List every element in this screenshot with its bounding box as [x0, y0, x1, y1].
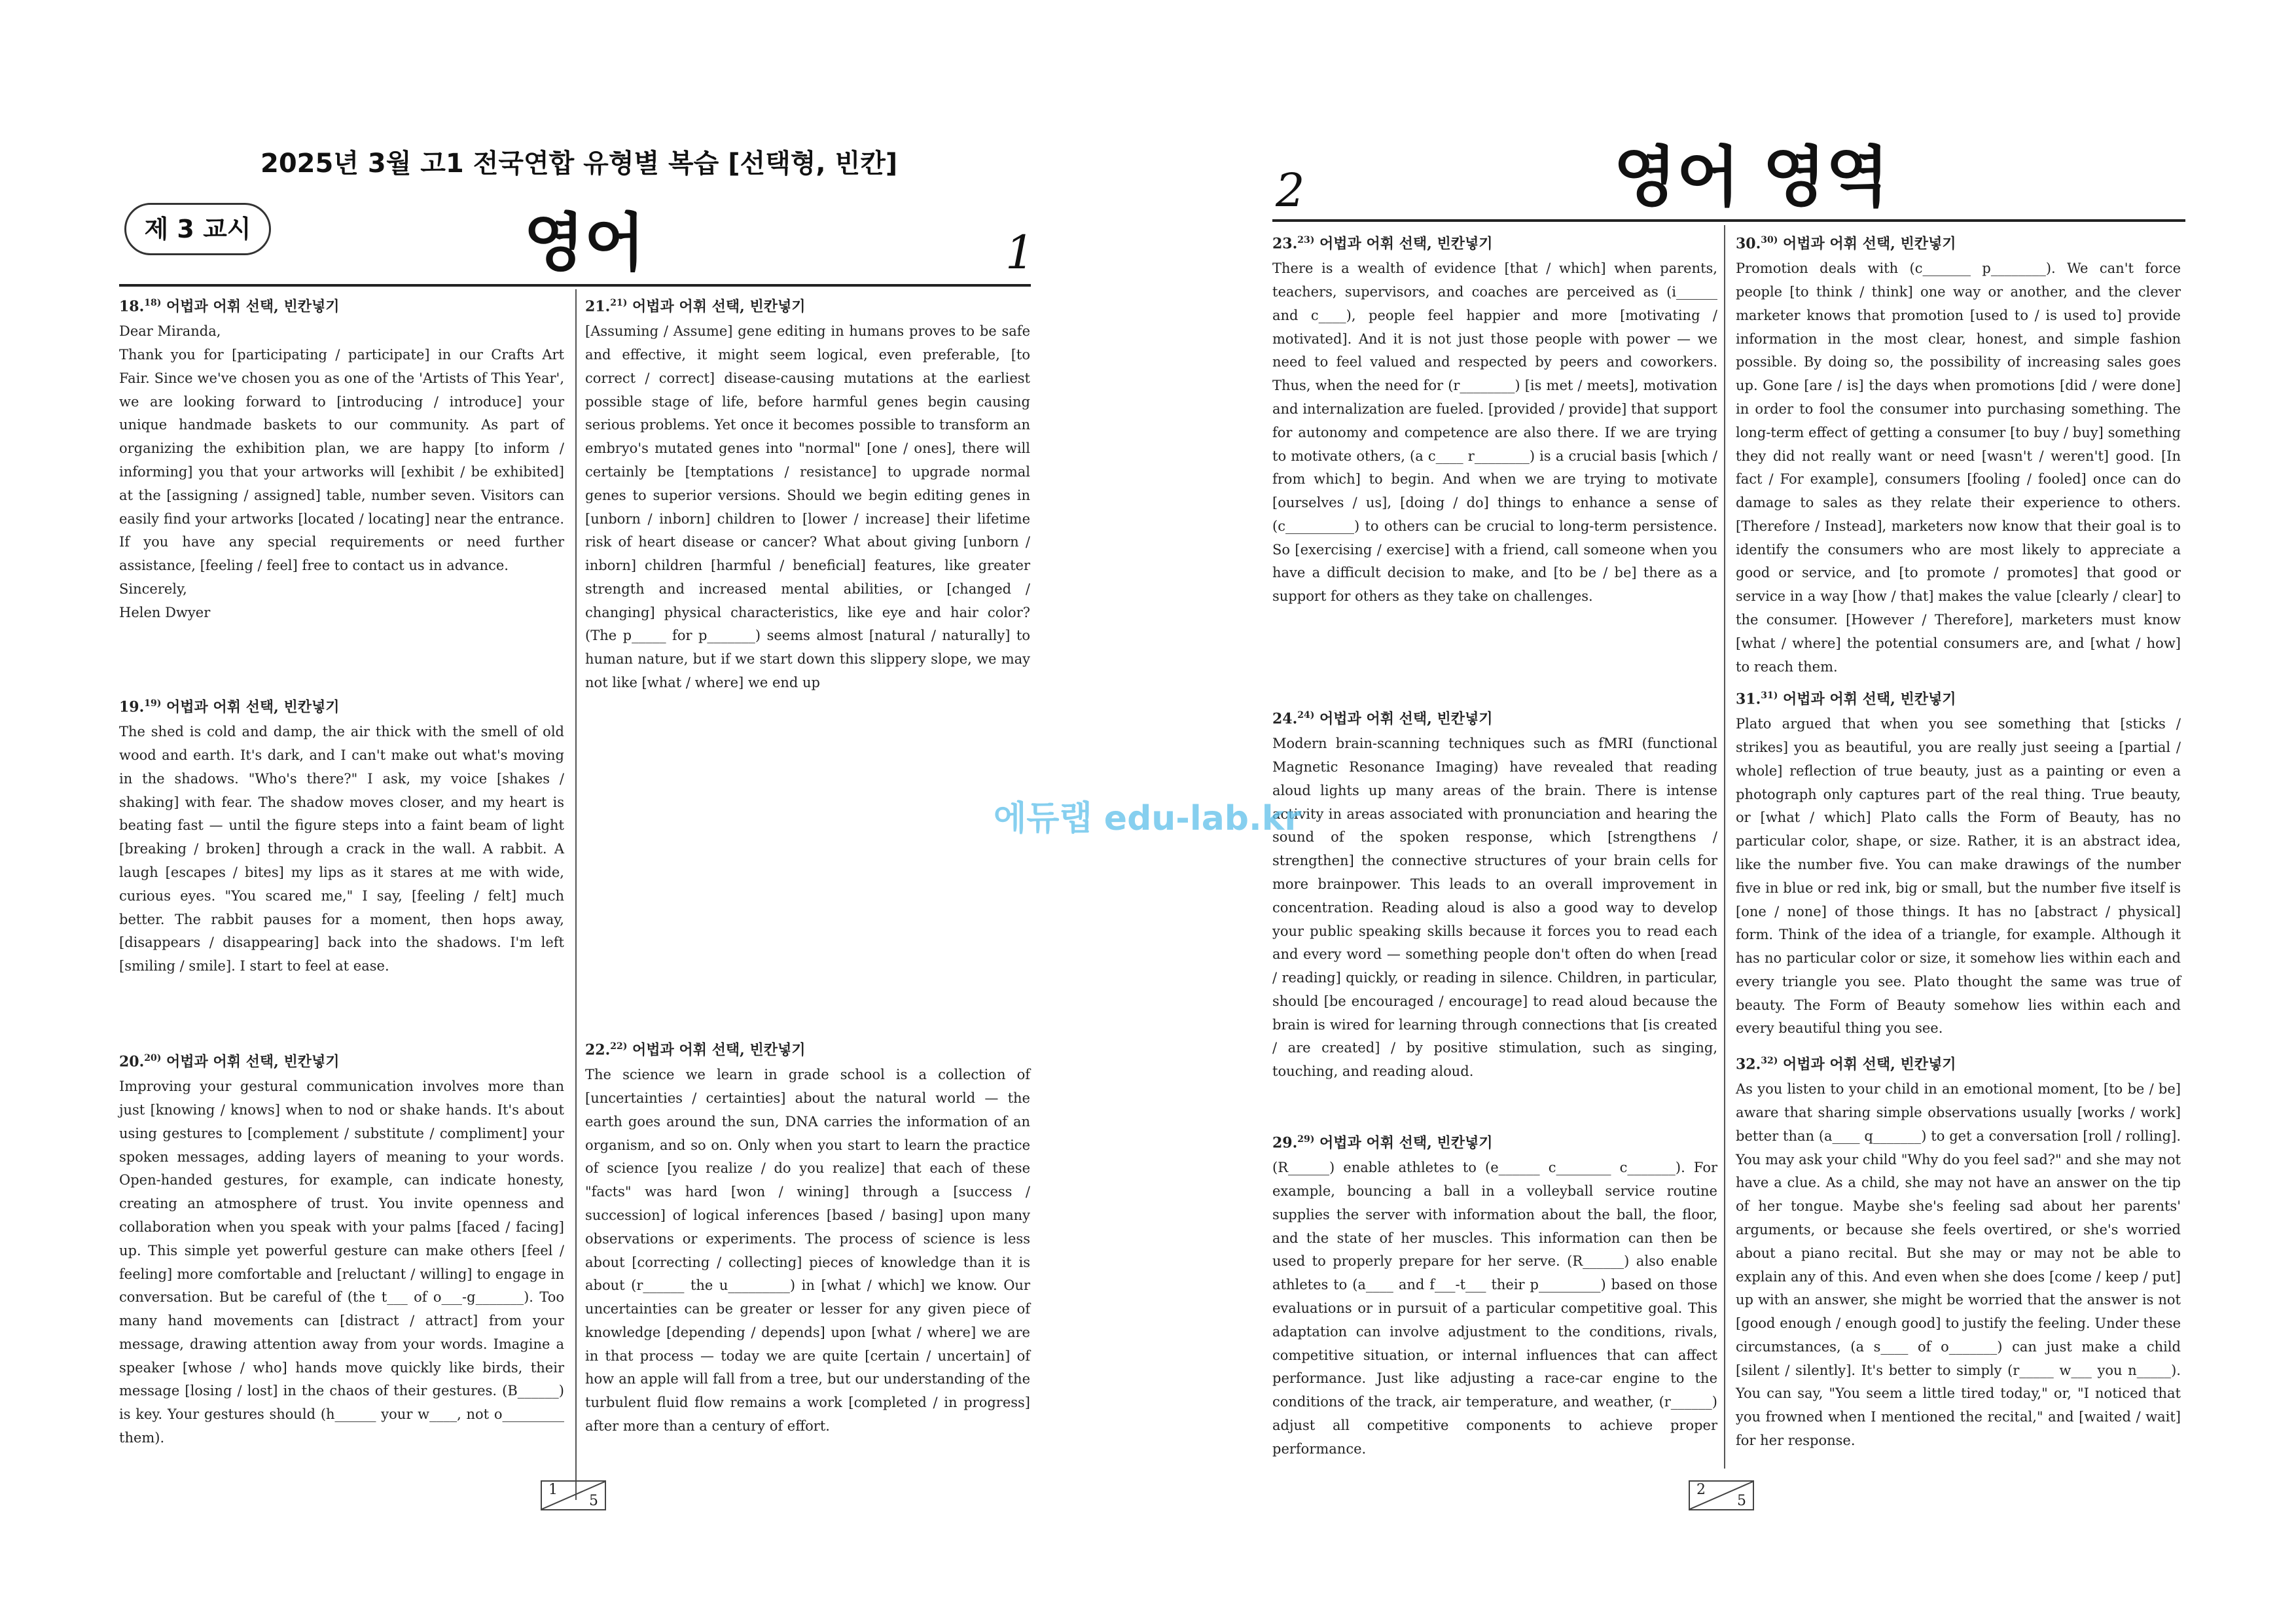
question-body: [Assuming / Assume] gene editing in humans proves to be safe and effective, it might seem logical, even preferable, [to correct / correct] disease-causing mutations at the earliest possible stage of life, before harmful genes begin causing serious problems. Yet once it becomes possible to transform an embryo's mutated genes into "normal" [one / ones], there will certainly be [temptations / resistance] to upgrade normal genes to superior versions. Should we begin editing genes in [unborn / inborn] children to [lower / increase] their lifetime risk of heart disease or cancer? What about giving [unborn / inborn] children [harmful / beneficial] features, like greater strength and increased mental abilities, or [changed / changing] physical characteristics, like eye and hair color? (The p_____ for p_______) seems almost [natural / naturally] to human nature, but if we start down this slippery slope, we may not like [what / where] we end up: [585, 323, 1030, 691]
question-body: The shed is cold and damp, the air thick with the smell of old wood and earth. It's dark, and I can't make out what's moving in the shadows. "Who's there?" I ask, my voice [shakes / shaking] with fear. The shadow moves closer, and my heart is beating fast — until the figure steps into a faint beam of light [breaking / broken] through a crack in the wall. A rabbit. A laugh [escapes / bites] my lips as it stares at me with wide, curious eyes. "You scared me," I say, [feeling / felt] much better. The rabbit pauses for a moment, then hops away, [disappears / disappearing] back into the shadows. I'm left [smiling / smile]. I start to feel at ease.: [119, 724, 564, 974]
question-body: (R______) enable athletes to (e______ c________ c_______). For example, bouncing a ball in a volleyball service routine supplies the server with information about the ball, the floor, and the state of her muscles. This information can then be used to properly prepare for her serve. (R______) also enable athletes to (a____ and f___-t___ their p_________) based on those evaluations or in pursuit of a particular competitive goal. This adaptation can involve adjustment to the conditions, rivals, competitive situation, or internal influences that can affect performance. Just like adjusting a race-car engine to the conditions of the track, air temperature, and weather, (r______) adjust all competitive components to achieve proper performance.: [1272, 1160, 1717, 1457]
question-body: Promotion deals with (c_______ p________). We can't force people [to think / think] one way or another, and the clever marketer knows that promotion [used to / is used to] provide information in the most clear, honest, and simple fashion possible. By doing so, the possibility of increasing sales goes up. Gone [are / is] the days when promotions [did / were done] in order to fool the consumer into purchasing something. The long-term effect of getting a consumer [to buy / buy] something they did not really want or need [wasn't / weren't] good. [In fact / For example], consumers [fooling / fooled] once can do damage to sales as they relate their experience to others. [Therefore / Instead], marketers now know that their goal is to identify the consumers who are most likely to appreciate a good or service, and [to promote / promotes] that good or service in a way [how / that] makes the value [clearly / clear] to the consumer. [However / Therefore], marketers must know [what / where] the potential consumers are, and [what / how] to reach them.: [1736, 260, 2181, 675]
question-22: [585, 1035, 1030, 1438]
question-title: 30.$^{30)}$ 어법과 어휘 선택, 빈칸넣기: [1736, 235, 1956, 253]
question-19: [119, 692, 564, 978]
question-body: Modern brain-scanning techniques such as fMRI (functional Magnetic Resonance Imaging) have revealed that reading aloud lights up many areas of the brain. There is intense activity in areas associated with pronunciation and hearing the sound of the spoken response, which [strengthens / strengthen] the connective structures of your brain cells for more brainpower. This leads to an overall improvement in concentration. Reading aloud is also a good way to develop your public speaking skills because it forces you to read each and every word — something people don't often do when [read / reading] quickly, or reading in silence. Children, in particular, should [be encouraged / encourage] to read aloud because the brain is wired for learning through connections that [is created / are created] / by positive stimulation, such as singing, touching, and reading aloud.: [1272, 736, 1717, 1080]
page-footer-box: [541, 1480, 606, 1510]
page-number: 1: [1005, 226, 1035, 279]
question-title: 18.$^{18)}$ 어법과 어휘 선택, 빈칸넣기: [119, 298, 340, 315]
question-18: [119, 292, 564, 624]
question-title: 23.$^{23)}$ 어법과 어휘 선택, 빈칸넣기: [1272, 235, 1493, 253]
question-30: [1736, 229, 2181, 679]
header-rule: [119, 284, 1031, 287]
footer-page-total: 5: [1737, 1493, 1746, 1509]
question-body: Improving your gestural communication involves more than just [knowing / knows] when to nod or shake hands. It's about using gestures to [complement / substitute / compliment] your spoken messages, adding layers of meaning to your words. Open-handed gestures, for example, can indicate honesty, creating an atmosphere of trust. You invite openness and collaboration when you speak with your palms [faced / facing] up. This simple yet powerful gesture can make others [feel / feeling] more comfortable and [reluctant / willing] to engage in conversation. But be careful of (the t___ of o___-g_______). Too many hand movements can [distract / attract] from your message, drawing attention away from your words. Imagine a speaker [whose / who] hands move quickly like birds, their message [losing / lost] in the chaos of their gestures. (B______) is key. Your gestures should (h______ your w____, not o_________ them).: [119, 1079, 564, 1446]
question-title: 31.$^{31)}$ 어법과 어휘 선택, 빈칸넣기: [1736, 690, 1956, 708]
question-29: [1272, 1128, 1717, 1461]
question-23: [1272, 229, 1717, 609]
question-title: 19.$^{19)}$ 어법과 어휘 선택, 빈칸넣기: [119, 698, 340, 716]
column-divider: [575, 289, 577, 1500]
question-body: As you listen to your child in an emotional moment, [to be / be] aware that sharing simple observations usually [works / work] better than (a____ q_______) to get a conversation [roll / rolling]. You may ask your child "Why do you feel sad?" and she may not have a clue. As a child, she may not have an answer on the tip of her tongue. Maybe she's feeling sad about her parents' arguments, or because she feels overtired, or she's worried about a piano recital. But she may or may not be able to explain any of this. And even when she does [come / keep / put] up with an answer, she might be worried that the answer is not [good enough / enough good] to justify the feeling. Under these circumstances, (a s____ of o_______) can just make a child [silent / silently]. It's better to simply (r_____ w___ you n_____). You can say, "You seem a little tired today," or, "I noticed that you frowned when I mentioned the recital," and [waited / wait] for her response.: [1736, 1081, 2181, 1449]
question-title: 32.$^{32)}$ 어법과 어휘 선택, 빈칸넣기: [1736, 1056, 1956, 1073]
page-number: 2: [1276, 164, 1305, 217]
question-title: 22.$^{22)}$ 어법과 어휘 선택, 빈칸넣기: [585, 1041, 806, 1059]
question-body: The science we learn in grade school is a collection of [uncertainties / certainties] about the natural world — the earth goes around the sun, DNA carries the information of an organism, and so on. Only when you start to learn the practice of science [you realize / do you realize] that each of these "facts" was hard [won / wining] through a [success / succession] of logical inferences [based / basing] upon many observations or experiments. The process of science is less about [correcting / collecting] pieces of knowledge than it is about (r______ the u_________) in [what / which] we know. Our uncertainties can be greater or lesser for any given piece of knowledge [depending / depends] upon [what / where] we are in that process — today we are quite [certain / uncertain] of how an apple will fall from a tree, but our understanding of the turbulent fluid flow remains a work [completed / in progress] after more than a century of effort.: [585, 1067, 1030, 1435]
page-footer-box: [1689, 1480, 1754, 1510]
right-page: [1148, 0, 2296, 1623]
subject-area-title: 영어 영역: [1613, 139, 1890, 215]
question-title: 21.$^{21)}$ 어법과 어휘 선택, 빈칸넣기: [585, 298, 806, 315]
question-title: 29.$^{29)}$ 어법과 어휘 선택, 빈칸넣기: [1272, 1134, 1493, 1152]
footer-page-total: 5: [589, 1493, 598, 1509]
question-title: 24.$^{24)}$ 어법과 어휘 선택, 빈칸넣기: [1272, 710, 1493, 728]
watermark: 에듀랩 edu-lab.kr: [994, 799, 1302, 838]
question-20: [119, 1047, 564, 1450]
exam-title: 2025년 3월 고1 전국연합 유형별 복습 [선택형, 빈칸]: [260, 149, 898, 179]
question-21: [585, 292, 1030, 695]
footer-page-current: 2: [1696, 1482, 1706, 1498]
question-title: 20.$^{20)}$ 어법과 어휘 선택, 빈칸넣기: [119, 1053, 340, 1071]
question-32: [1736, 1050, 2181, 1453]
question-body: Dear Miranda, Thank you for [participating / participate] in our Crafts Art Fair. Since we've chosen you as one of the 'Artists of This Year', we are looking forward to [introducing / introduce] your unique handmade baskets to our community. As part of organizing the exhibition plan, we are happy [to inform / informing] you that your artworks will [exhibit / be exhibited] at the [assigning / assigned] table, number seven. Visitors can easily find your artworks [located / locating] near the entrance. If you have any special requirements or need further assistance, [feeling / feel] free to contact us in advance. Sincerely, Helen Dwyer: [119, 323, 564, 620]
footer-page-current: 1: [548, 1482, 558, 1498]
question-body: There is a wealth of evidence [that / which] when parents, teachers, supervisors, and coaches are perceived as (i______ and c____), people feel happier and more [motivating / motivated]. And it is not just those people with power — we need to feel valued and respected by peers and coworkers. Thus, when the need for (r________) [is met / meets], motivation and internalization are fueled. [provided / provide] that support for autonomy and competence are also there. If we are trying to motivate others, (a c____ r________) is a crucial basis [which / from which] to begin. And when we are trying to motivate [ourselves / us], [doing / do] things to enhance a sense of (c__________) to others can be crucial to long-term persistence. So [exercising / exercise] with a friend, call someone when you have a difficult decision to make, and [to be / be] there as a support for others as they take on challenges.: [1272, 260, 1717, 605]
period-badge: 제 3 교시: [124, 203, 271, 255]
question-body: Plato argued that when you see something that [sticks / strikes] you as beautiful, you are really just seeing a [partial / whole] reflection of true beauty, just as a painting or even a photograph only captures part of the real thing. True beauty, or [what / which] Plato calls the Form of Beauty, has no particular color, shape, or size. Rather, it is an abstract idea, like the number five. You can make drawings of the number five in blue or red ink, big or small, but the number five itself is [one / none] of those things. It has no [abstract / physical] form. Think of the idea of a triangle, for example. Although it has no particular color or size, it somehow lies within each and every triangle you see. Plato thought the same was true of beauty. The Form of Beauty somehow lies within each and every beautiful thing you see.: [1736, 716, 2181, 1037]
question-24: [1272, 704, 1717, 1084]
column-divider: [1724, 225, 1725, 1469]
question-31: [1736, 685, 2181, 1041]
header-rule: [1272, 219, 2185, 222]
subject-title: 영어: [524, 206, 645, 279]
